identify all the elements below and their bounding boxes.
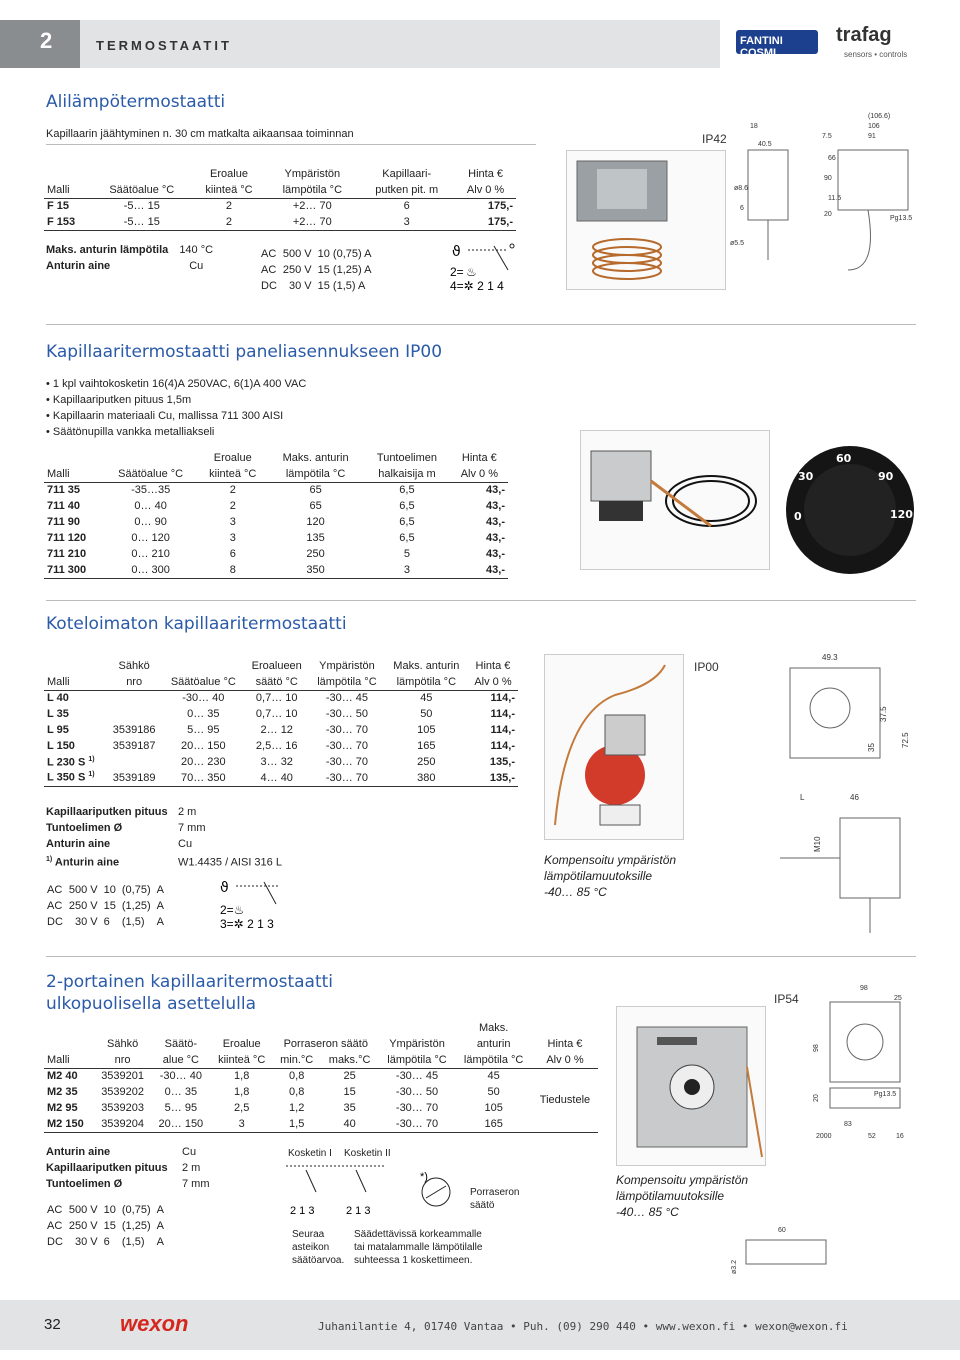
svg-text:18: 18 <box>750 123 758 130</box>
divider <box>46 956 916 957</box>
svg-text:2=♨: 2=♨ <box>220 903 245 917</box>
ip-rating: IP00 <box>694 660 719 674</box>
table-row: M2 35 3539202 0… 35 1,8 0,8 15 -30… 50 50 <box>47 1086 500 1098</box>
header-title: TERMOSTAATIT <box>96 38 232 53</box>
section4-specs: Anturin aine Cu Kapillaariputken pituus 2 m Tuntoelimen Ø 7 mm <box>46 1146 210 1190</box>
svg-text:25: 25 <box>894 995 902 1002</box>
svg-text:16: 16 <box>896 1133 904 1140</box>
svg-text:60: 60 <box>836 452 852 465</box>
table-row: L 150 3539187 20… 150 2,5… 16 -30… 70 165 114,- <box>47 740 515 752</box>
dimension-drawing <box>728 110 918 280</box>
svg-text:91: 91 <box>868 133 876 140</box>
svg-text:30: 30 <box>798 470 814 483</box>
svg-text:40.5: 40.5 <box>758 141 772 148</box>
trafag-logo-sub: sensors • controls <box>844 50 908 59</box>
svg-text:6: 6 <box>740 205 744 212</box>
contact-1-label: Kosketin I <box>288 1148 332 1159</box>
table-row: L 230 S $^{1)}$ 20… 230 3… 32 -30… 70 250 135,- <box>47 755 515 769</box>
table-row: L 35 0… 35 0,7… 10 -30… 50 50 114,- <box>47 708 515 720</box>
svg-text:(106.6): (106.6) <box>868 113 891 120</box>
svg-text:98: 98 <box>813 1044 820 1052</box>
section4-electrical: AC 500 V 10 (0,75) A AC 250 V 15 (1,25) A DC 30 V 6 (1,5) A <box>47 1204 164 1248</box>
table-row: L 40 -30… 40 0,7… 10 -30… 45 45 114,- <box>47 692 515 705</box>
svg-text:120: 120 <box>890 508 913 521</box>
svg-text:L: L <box>800 793 805 802</box>
side-dimension-drawing <box>780 788 920 938</box>
ip-rating: IP42 <box>702 132 727 146</box>
svg-text:0: 0 <box>794 510 802 523</box>
table-row: 711 35 -35…35 2 65 6,5 43,- <box>47 484 505 497</box>
price-note: Tiedustele <box>532 1068 598 1132</box>
list-item: • 1 kpl vaihtokosketin 16(4)A 250VAC, 6(1)A 400 VAC <box>46 376 306 392</box>
section3-electrical: AC 500 V 10 (0,75) A AC 250 V 15 (1,25) A DC 30 V 6 (1,5) A <box>47 884 164 928</box>
section2-table: Eroalue Maks. anturin Tuntoelimen Hinta € Malli Säätöalue °C kiinteä °C lämpötila °C halkaisija m Alv 0 % 711 35 -35…35 2 65 6,5 43,- 711 40 0… 40 2 65 6,5 43,- 711 90 0… 90 3 120 6,5 43,- 711 120 0… 120 3 135 6,5 43,- 711 210 0… 210 6 250 5 43,- 711 300 0… 300 8 350 3 43,- <box>44 450 508 579</box>
section2-bullets <box>46 376 306 440</box>
svg-text:Pg13.5: Pg13.5 <box>874 1091 897 1098</box>
table-row: 711 40 0… 40 2 65 6,5 43,- <box>47 500 505 512</box>
svg-text:60: 60 <box>778 1227 786 1234</box>
svg-text:98: 98 <box>860 985 868 992</box>
list-item: • Kapillaarin materiaali Cu, mallissa 711 300 AISI <box>46 408 306 424</box>
svg-text:46: 46 <box>850 793 859 802</box>
svg-text:2000: 2000 <box>816 1133 832 1140</box>
adjustable-note: Säädettävissä korkeammalle tai matalammalle lämpötilalle suhteessa 1 koskettimeen. <box>354 1229 483 1266</box>
section4-title-line1: 2-portainen kapillaaritermostaatti <box>46 972 334 992</box>
svg-text:ϑ: ϑ <box>452 244 461 260</box>
compensation-note: Kompensoitu ympäristön lämpötilamuutoksille -40… 85 °C <box>544 853 677 899</box>
svg-text:M10: M10 <box>813 836 822 852</box>
svg-text:52: 52 <box>868 1133 876 1140</box>
svg-text:ø5.5: ø5.5 <box>730 240 745 247</box>
svg-text:4=✲ 2 1 4: 4=✲ 2 1 4 <box>450 279 504 293</box>
svg-text:2 1 3: 2 1 3 <box>290 1205 315 1217</box>
svg-text:90: 90 <box>878 470 894 483</box>
section3-title: Koteloimaton kapillaaritermostaatti <box>46 614 347 634</box>
svg-text:7.5: 7.5 <box>822 133 832 140</box>
step-adjust-label: Porraseron säätö <box>470 1187 520 1211</box>
thermostat-photo <box>566 150 726 290</box>
ip-rating: IP54 <box>774 992 799 1006</box>
probe-dimension-drawing <box>726 1220 846 1280</box>
section3-table: Sähkö Eroalueen Ympäristön Maks. anturin Hinta € Malli nro Säätöalue °C säätö °C lämpötila °C lämpötila °C Alv 0 % L 40 -30… 40 0,7… 10 -30… 45 45 114,- L 35 0… 35 0,7… 10 -30… 50 50 114,- L 95 3539186 5… 95 2… 12 -30… 70 105 114,- L 150 3539187 20… 150 2,5… 16 -30… 70 165 114,- L 230 S $^{1)}$ 20… 230 3… 32 -30… 70 250 135,- L 350 S $^{1)}$ 3539189 70… 350 4… 40 -30… 70 380 135,- <box>44 658 518 787</box>
table-row: L 350 S $^{1)}$ 3539189 70… 350 4… 40 -30… 70 380 135,- <box>44 770 518 786</box>
switch-symbol-icon <box>446 240 526 294</box>
svg-text:66: 66 <box>828 155 836 162</box>
table-row: 711 90 0… 90 3 120 6,5 43,- <box>47 516 505 528</box>
table-row: M2 150 3539204 20… 150 3 1,5 40 -30… 70 165 <box>44 1116 598 1132</box>
fantini-cosmi-logo: FANTINI COSMI <box>736 30 818 54</box>
table-row: M2 95 3539203 5… 95 2,5 1,2 35 -30… 70 105 <box>47 1102 503 1114</box>
section1-specs: Maks. anturin lämpötila 140 °C Anturin aine Cu <box>46 244 214 272</box>
compensation-note: Kompensoitu ympäristön lämpötilamuutoksille -40… 85 °C <box>616 1173 749 1219</box>
svg-text:37.5: 37.5 <box>879 706 888 722</box>
footer-address: Juhanilantie 4, 01740 Vantaa • Puh. (09) 290 440 • www.wexon.fi • wexon@wexon.fi <box>318 1320 848 1333</box>
divider <box>46 144 536 145</box>
page-section-number: 2 <box>0 20 80 68</box>
divider <box>46 324 916 325</box>
section1-table: Eroalue Ympäristön Kapillaari- Hinta € Malli Säätöalue °C kiinteä °C lämpötila °C putken pit. m Alv 0 % F 15 -5… 15 2 +2… 70 6 175,- F 153 -5… 15 2 +2… 70 3 175,- <box>44 166 516 231</box>
section4-table: Maks. Sähkö Säätö- Eroalue Porraseron säätö Ympäristön anturin Hinta € Malli nro alue °C kiinteä °C min.°C maks.°C lämpötila °C lämpötila °C Alv 0 % M2 40 3539201 -30… 40 1,8 0,8 25 -30… 45 45 Tiedustele M2 35 3539202 0… 35 1,8 0,8 15 -30… 50 50 M2 95 3539203 5… 95 2,5 1,2 35 -30… 70 105 M2 150 3539204 20… 150 3 1,5 40 -30… 70 165 <box>44 1020 598 1133</box>
svg-text:Pg13.5: Pg13.5 <box>890 215 913 222</box>
svg-text:20: 20 <box>824 211 832 218</box>
list-item: • Säätönupilla vankka metalliakseli <box>46 424 306 440</box>
page-number: 32 <box>44 1316 61 1333</box>
switch-symbol-icon <box>214 876 304 934</box>
list-item: • Kapillaariputken pituus 1,5m <box>46 392 306 408</box>
trafag-logo: trafag <box>836 24 892 46</box>
dimension-drawing <box>800 978 920 1148</box>
svg-text:83: 83 <box>844 1121 852 1128</box>
section3-specs: Kapillaariputken pituus 2 m Tuntoelimen Ø 7 mm Anturin aine Cu $^{1)}$ Anturin aine W1.4435 / AISI 316 L <box>46 806 282 869</box>
svg-text:ø8.6: ø8.6 <box>734 185 749 192</box>
table-row: L 95 3539186 5… 95 2… 12 -30… 70 105 114,- <box>47 724 515 736</box>
svg-text:106: 106 <box>868 123 880 130</box>
table-row: F 15 -5… 15 2 +2… 70 6 175,- <box>47 200 513 213</box>
section1-title: Alilämpötermostaatti <box>46 92 226 112</box>
follow-scale-note: Seuraa asteikon säätöarvoa. <box>292 1229 345 1266</box>
contact-2-label: Kosketin II <box>344 1148 391 1159</box>
divider <box>46 600 916 601</box>
svg-text:3=✲ 2 1 3: 3=✲ 2 1 3 <box>220 917 274 931</box>
section4-title-line2: ulkopuolisella asettelulla <box>46 994 257 1014</box>
control-knob-icon <box>780 440 920 580</box>
contact-diagram-icon <box>286 1162 466 1222</box>
wexon-logo: wexon <box>120 1311 189 1336</box>
svg-text:2=: 2= <box>450 265 464 279</box>
section1-subtitle: Kapillaarin jäähtyminen n. 30 cm matkalta aikaansaa toiminnan <box>46 128 354 140</box>
svg-text:*): *) <box>420 1171 428 1183</box>
svg-text:90: 90 <box>824 175 832 182</box>
svg-text:ϑ: ϑ <box>220 880 229 896</box>
section1-electrical: AC 500 V 10 (0,75) A AC 250 V 15 (1,25) A DC 30 V 15 (1,5) A <box>261 248 372 292</box>
table-row: 711 120 0… 120 3 135 6,5 43,- <box>47 532 505 544</box>
two-stage-thermostat-photo <box>616 1006 766 1166</box>
svg-text:72.5: 72.5 <box>901 732 910 748</box>
panel-thermostat-photo <box>580 430 770 570</box>
svg-text:35: 35 <box>867 743 876 752</box>
table-row: M2 40 3539201 -30… 40 1,8 0,8 25 -30… 45 45 Tiedustele <box>44 1068 598 1084</box>
table-row: 711 210 0… 210 6 250 5 43,- <box>47 548 505 560</box>
table-row: 711 300 0… 300 8 350 3 43,- <box>44 562 508 578</box>
table-row: F 153 -5… 15 2 +2… 70 3 175,- <box>44 214 516 230</box>
svg-text:49.3: 49.3 <box>822 653 838 662</box>
svg-text:20: 20 <box>813 1094 820 1102</box>
dimension-drawing <box>770 648 920 768</box>
svg-text:ø3.2: ø3.2 <box>731 1259 738 1274</box>
svg-text:2 1 3: 2 1 3 <box>346 1205 371 1217</box>
svg-text:11.5: 11.5 <box>828 195 842 202</box>
svg-text:♨: ♨ <box>466 265 477 279</box>
section2-title: Kapillaaritermostaatti paneliasennukseen IP00 <box>46 342 443 362</box>
unhoused-thermostat-photo <box>544 654 684 840</box>
